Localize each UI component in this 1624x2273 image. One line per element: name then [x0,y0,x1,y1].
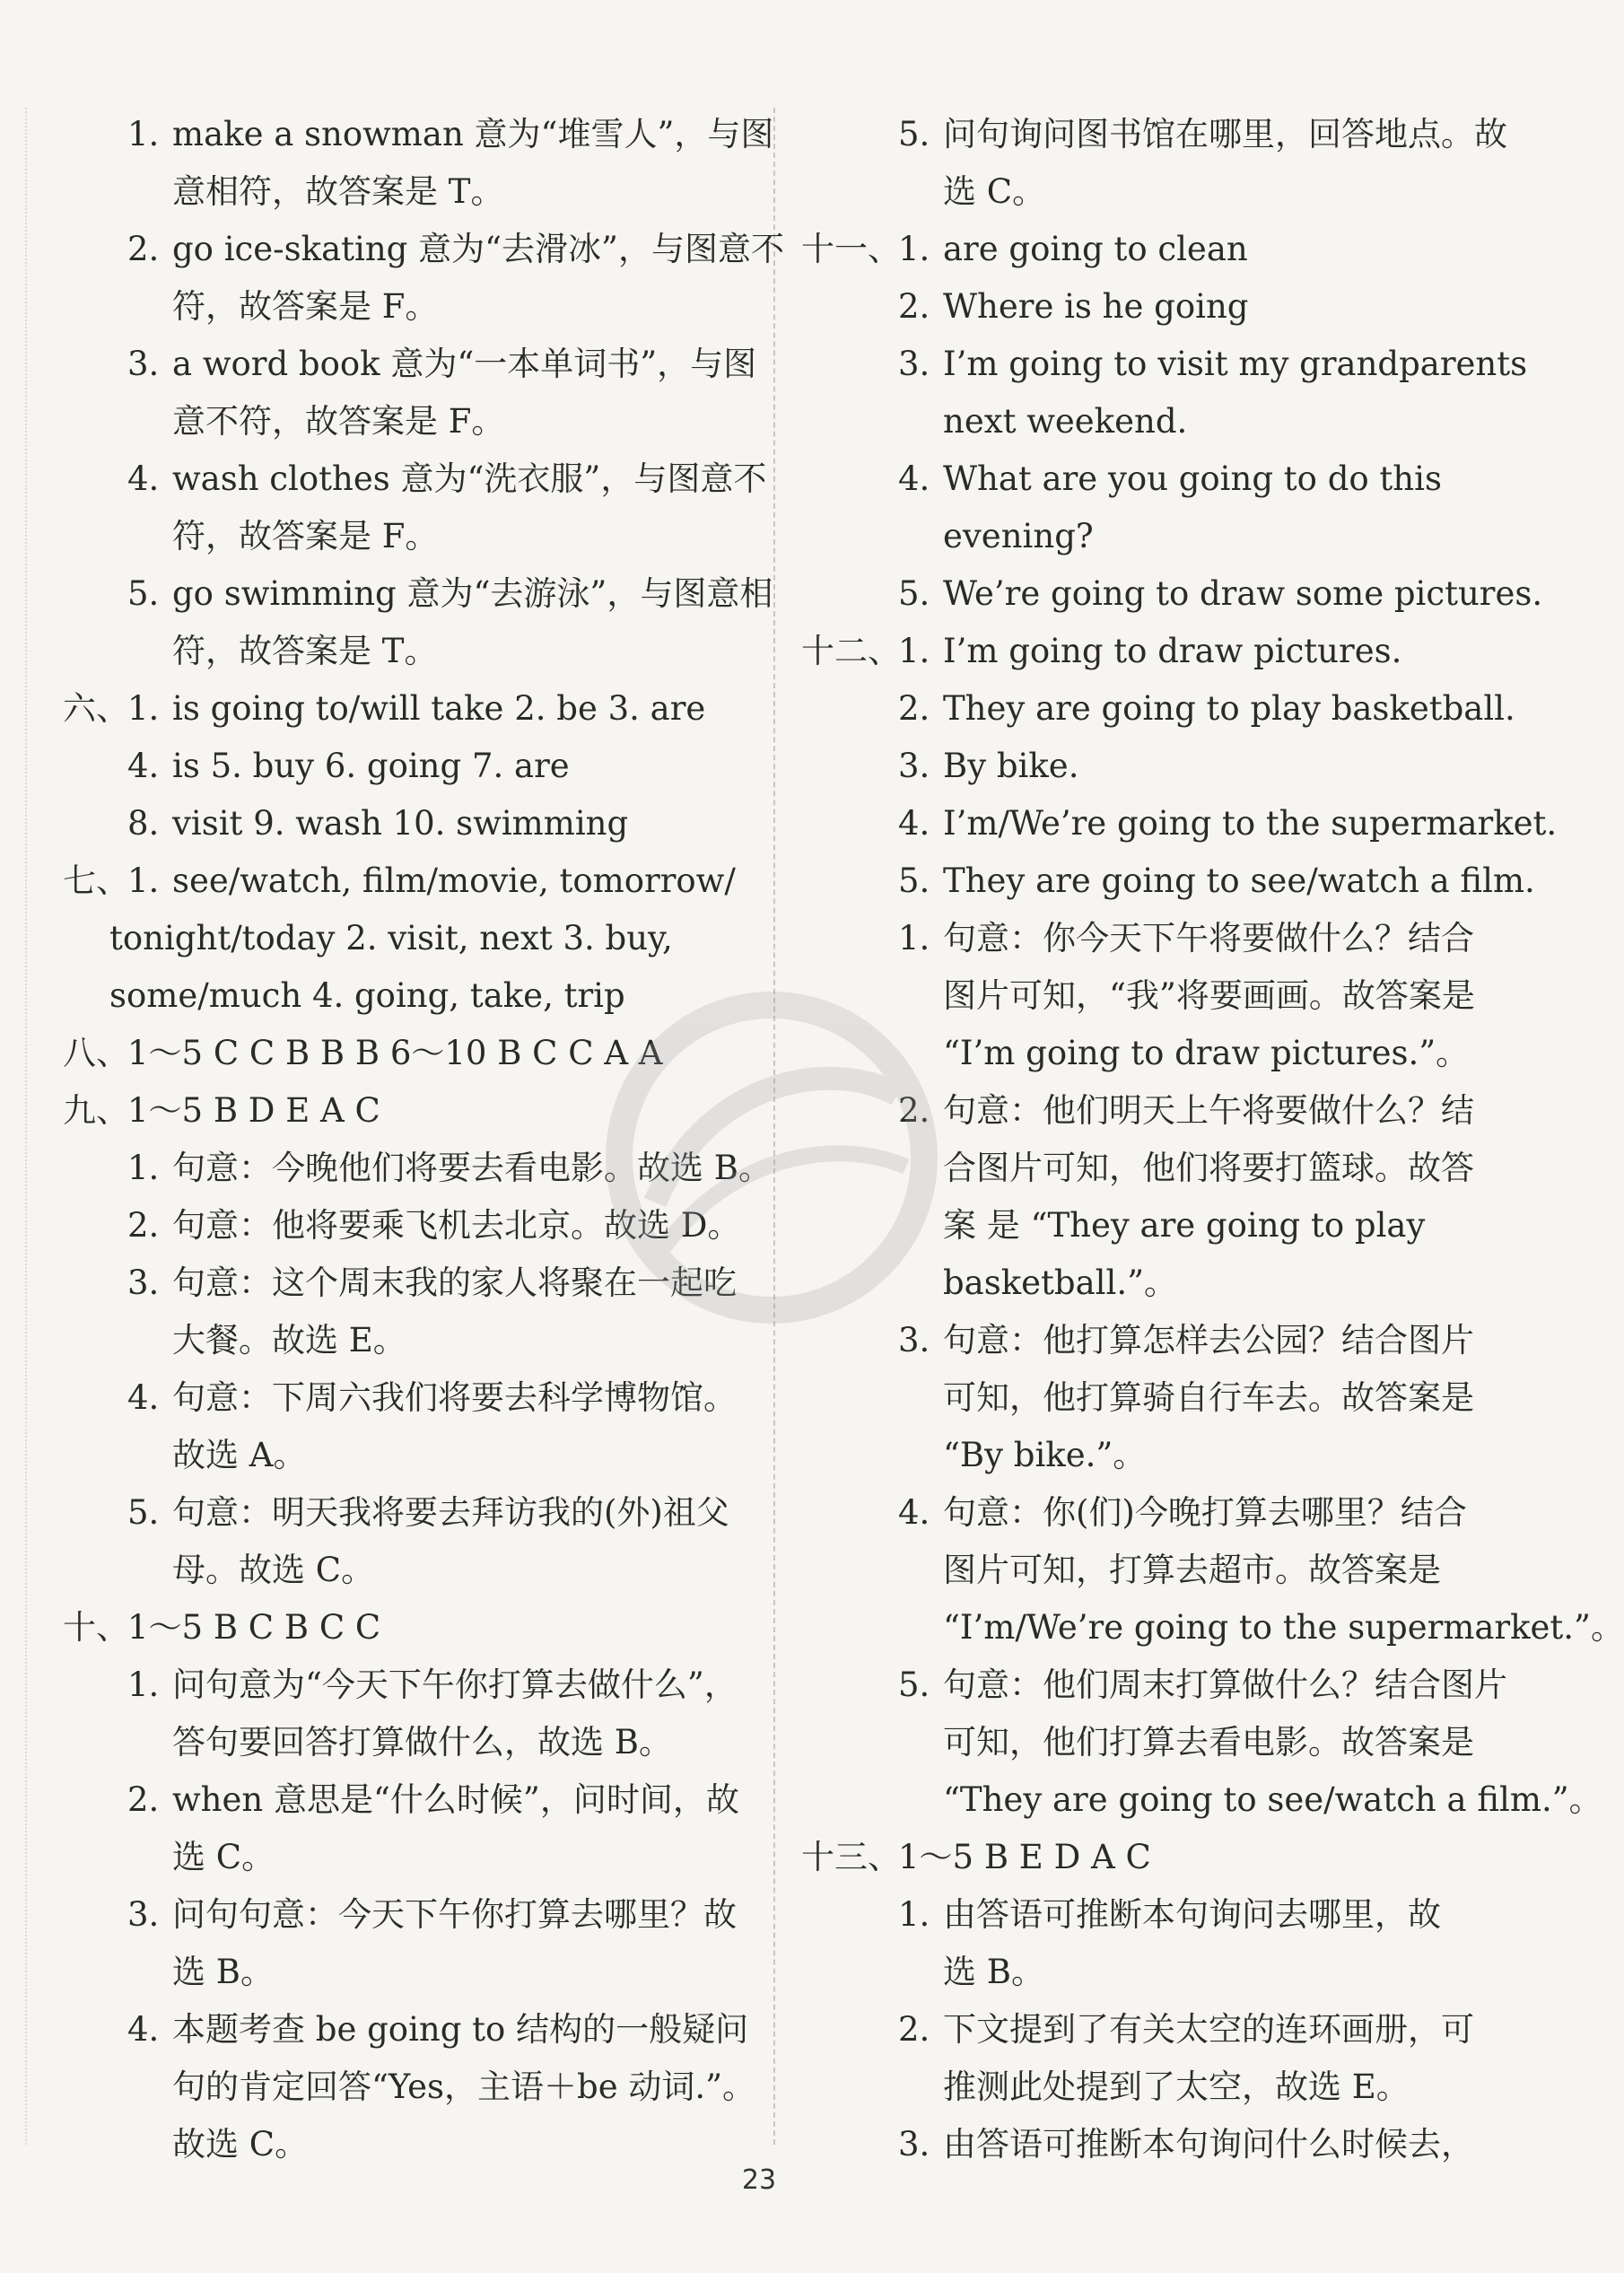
section-label: 十、 [63,1608,129,1647]
answer-text: tonight/today 2. visit, next 3. buy, [109,919,673,957]
answer-text: 意不符，故答案是 F。 [172,402,505,441]
answer-text: 母。故选 C。 [172,1551,375,1589]
section-label: 六、 [63,689,129,728]
answer-line [801,680,1515,738]
answer-text: some/much 4. going, take, trip [109,976,625,1015]
answer-line [63,1714,745,1771]
answer-text: “I’m going to draw pictures.”。 [943,1034,1470,1072]
item-number: 1. [898,230,930,268]
answer-text: 选 B。 [172,1953,274,1991]
answer-line [63,2001,749,2059]
item-number: 5. [898,115,930,153]
answer-text: 问句句意：今天下午你打算去哪里？故 [172,1895,737,1934]
answer-line [63,508,745,565]
item-number: 5. [127,1493,160,1532]
answer-text: are going to clean [943,230,1248,268]
answer-line [801,852,1535,910]
answer-text: next weekend. [943,402,1188,441]
answer-line [801,1714,1492,1771]
answer-text: 符，故答案是 T。 [172,632,438,670]
answer-line [63,221,784,278]
answer-line [801,336,1528,393]
answer-line [63,1771,745,1829]
answer-text: 可知，他打算骑自行车去。故答案是 [943,1378,1474,1417]
answer-text: 句意：他将要乘飞机去北京。故选 D。 [172,1206,741,1245]
answer-text: By bike. [943,747,1079,785]
answer-line [801,221,1492,278]
answer-text: 下文提到了有关太空的连环画册，可 [943,2010,1474,2049]
answer-line [801,393,1492,450]
answer-text: wash clothes 意为“洗衣服”，与图意不 [172,459,767,498]
answer-line [63,1025,745,1082]
answer-line [63,1657,745,1714]
answer-line [801,967,1492,1025]
answer-text: 意相符，故答案是 T。 [172,172,504,211]
answer-line [63,106,774,163]
answer-text: “They are going to see/watch a film.”。 [943,1780,1602,1819]
item-number: 2. [898,689,930,728]
answer-text: “I’m/We’re going to the supermarket.”。 [943,1608,1624,1647]
answer-line [63,1599,745,1657]
answer-text: 1～5 B D E A C [127,1091,380,1130]
answer-line [63,1255,745,1312]
item-number: 2. [898,287,930,326]
answer-text: What are you going to do this [943,459,1442,498]
item-number: 2. [898,2010,930,2049]
answer-text: make a snowman 意为“堆雪人”，与图 [172,115,774,153]
item-number: 3. [127,1263,160,1302]
answer-text: 句意：你(们)今晚打算去哪里？结合 [943,1493,1467,1532]
item-number: 8. [127,804,160,843]
answer-line [801,1255,1492,1312]
answer-line [63,1082,745,1140]
item-number: 5. [127,574,160,613]
answer-line [801,623,1492,680]
answer-text: I’m going to visit my grandparents [943,345,1528,383]
item-number: 1. [127,1665,160,1704]
answer-text: I’m/We’re going to the supermarket. [943,804,1558,843]
item-number: 1. [127,689,160,728]
answer-line [801,163,1492,221]
answer-line [63,2059,756,2116]
answer-line [63,1312,745,1369]
answer-line [63,1886,745,1944]
answer-text: They are going to play basketball. [943,689,1515,728]
answer-line [63,393,745,450]
answer-line [801,1599,1624,1657]
answer-line [801,565,1543,623]
answer-text: see/watch, film/movie, tomorrow/ [172,861,736,900]
answer-line [801,1427,1492,1484]
section-label: 十三、 [801,1838,901,1876]
item-number: 3. [127,1895,160,1934]
answer-text: 句意：他们明天上午将要做什么？结 [943,1091,1474,1130]
answer-text: 句意：今晚他们将要去看电影。故选 B。 [172,1149,772,1187]
answer-line [63,1542,745,1599]
answer-line [63,1197,745,1255]
answer-line [801,2059,1492,2116]
answer-line [801,1886,1492,1944]
answer-text: 问句询问图书馆在哪里，回答地点。故 [943,115,1507,153]
answer-text: 1～5 C C B B B 6～10 B C C A A [127,1034,663,1072]
answer-text: visit 9. wash 10. swimming [172,804,629,843]
answer-text: 符，故答案是 F。 [172,287,439,326]
answer-text: 句意：下周六我们将要去科学博物馆。 [172,1378,737,1417]
left-column [63,106,784,2173]
item-number: 3. [898,345,930,383]
answer-text: is 5. buy 6. going 7. are [172,747,570,785]
item-number: 4. [127,747,160,785]
answer-line [63,795,745,852]
answer-line [63,450,767,508]
answer-text: evening? [943,517,1094,555]
right-column [801,106,1624,2173]
answer-text: go swimming 意为“去游泳”，与图意相 [172,574,773,613]
answer-text: 问句意为“今天下午你打算去做什么”， [172,1665,738,1704]
answer-text: 句意：你今天下午将要做什么？结合 [943,919,1474,957]
answer-line [801,508,1492,565]
item-number: 4. [127,1378,160,1417]
answer-text: 句意：他们周末打算做什么？结合图片 [943,1665,1507,1704]
item-number: 1. [127,861,160,900]
answer-text: 图片可知，打算去超市。故答案是 [943,1551,1441,1589]
answer-text: 大餐。故选 E。 [172,1321,406,1359]
answer-line [801,450,1492,508]
item-number: 2. [898,1091,930,1130]
answer-line [63,336,757,393]
answer-text: 1～5 B E D A C [898,1838,1151,1876]
item-number: 3. [898,1321,930,1359]
answer-line [63,910,745,967]
answer-text: 故选 C。 [172,2125,309,2164]
answer-line [63,680,745,738]
answer-text: basketball.”。 [943,1263,1178,1302]
answer-text: 选 C。 [943,172,1046,211]
item-number: 1. [898,632,930,670]
item-number: 3. [898,747,930,785]
answer-line [801,1657,1507,1714]
item-number: 2. [127,1206,160,1245]
answer-line [801,278,1492,336]
section-label: 九、 [63,1091,129,1130]
answer-text: 本题考查 be going to 结构的一般疑问 [172,2010,749,2049]
answer-line [801,1082,1492,1140]
answer-text: 可知，他们打算去看电影。故答案是 [943,1723,1474,1762]
answer-line [801,1944,1492,2001]
answer-text: 合图片可知，他们将要打篮球。故答 [943,1149,1474,1187]
answer-text: 句意：他打算怎样去公园？结合图片 [943,1321,1474,1359]
item-number: 2. [127,230,160,268]
answer-text: 答句要回答打算做什么，故选 B。 [172,1723,672,1762]
item-number: 4. [898,459,930,498]
answer-line [63,1944,745,2001]
item-number: 3. [898,2125,930,2164]
section-label: 十二、 [801,632,901,670]
answer-text: 案 是 “They are going to play [943,1206,1426,1245]
answer-text: 故选 A。 [172,1436,307,1474]
answer-line [801,2001,1492,2059]
answer-line [63,1140,772,1197]
item-number: 4. [898,1493,930,1532]
answer-text: is going to/will take 2. be 3. are [172,689,706,728]
item-number: 4. [127,459,160,498]
answer-line [63,163,745,221]
answer-text: Where is he going [943,287,1249,326]
answer-line [801,106,1507,163]
answer-text: 符，故答案是 F。 [172,517,439,555]
column-divider [773,108,775,2145]
item-number: 4. [898,804,930,843]
answer-line [801,1312,1492,1369]
answer-text: go ice-skating 意为“去滑冰”，与图意不 [172,230,784,268]
binding-edge-line [25,108,27,2145]
answer-text: “By bike.”。 [943,1436,1147,1474]
answer-text: 句的肯定回答“Yes，主语＋be 动词.”。 [172,2068,756,2106]
item-number: 5. [898,574,930,613]
answer-text: 句意：这个周末我的家人将聚在一起吃 [172,1263,737,1302]
answer-text: 句意：明天我将要去拜访我的(外)祖父 [172,1493,729,1532]
answer-line [801,1771,1602,1829]
answer-text: 1～5 B C B C C [127,1608,381,1647]
answer-line [801,1140,1492,1197]
answer-text: We’re going to draw some pictures. [943,574,1543,613]
answer-text: 推测此处提到了太空，故选 E。 [943,2068,1410,2106]
answer-line [801,910,1492,967]
item-number: 1. [127,1149,160,1187]
answer-line [63,1427,745,1484]
answer-line [801,1369,1492,1427]
answer-line [63,1369,745,1427]
answer-line [801,1197,1492,1255]
answer-line [63,738,745,795]
answer-text: 图片可知，“我”将要画画。故答案是 [943,976,1475,1015]
answer-line [801,1025,1492,1082]
item-number: 4. [127,2010,160,2049]
answer-line [63,565,773,623]
answer-line [801,1484,1492,1542]
section-label: 七、 [63,861,129,900]
answer-text: when 意思是“什么时候”，问时间，故 [172,1780,739,1819]
item-number: 1. [127,115,160,153]
answer-text: They are going to see/watch a film. [943,861,1535,900]
page-number: 23 [741,2164,777,2196]
answer-line [63,1829,745,1886]
section-label: 十一、 [801,230,901,268]
answer-line [63,623,745,680]
item-number: 3. [127,345,160,383]
answer-line [63,1484,745,1542]
item-number: 5. [898,861,930,900]
answer-line [63,852,745,910]
item-number: 5. [898,1665,930,1704]
answer-line [801,738,1492,795]
answer-line [63,967,745,1025]
item-number: 2. [127,1780,160,1819]
section-label: 八、 [63,1034,129,1072]
answer-text: 由答语可推断本句询问什么时候去， [943,2125,1474,2164]
answer-text: a word book 意为“一本单词书”，与图 [172,345,757,383]
item-number: 1. [898,1895,930,1934]
answer-line [801,1542,1492,1599]
answer-text: 由答语可推断本句询问去哪里，故 [943,1895,1441,1934]
answer-text: 选 C。 [172,1838,275,1876]
answer-text: 选 B。 [943,1953,1044,1991]
answer-line [801,1829,1492,1886]
item-number: 1. [898,919,930,957]
answer-text: I’m going to draw pictures. [943,632,1402,670]
answer-line [63,278,745,336]
answer-line [801,795,1558,852]
